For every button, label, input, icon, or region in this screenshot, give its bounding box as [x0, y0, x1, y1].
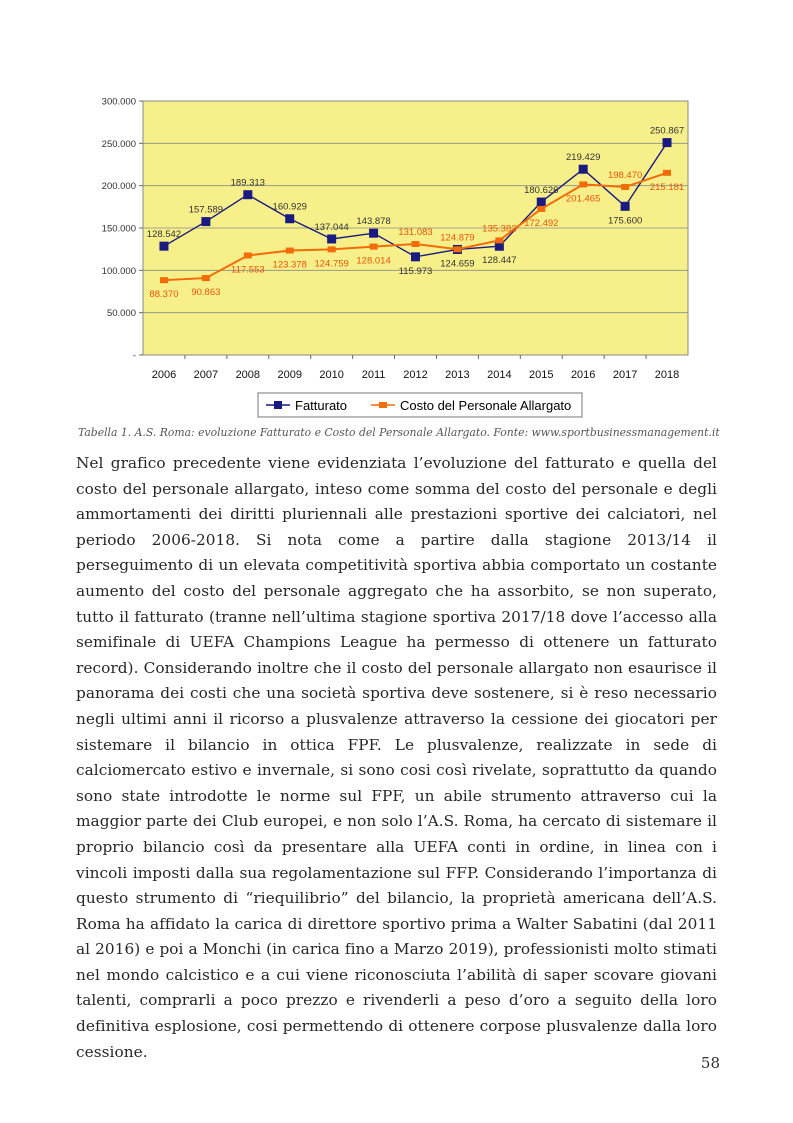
point-fatturato: [327, 234, 336, 243]
data-label-costo: 124.759: [314, 258, 349, 270]
point-fatturato: [663, 138, 672, 147]
point-costo: [621, 184, 629, 190]
revenue-cost-chart: [78, 86, 708, 426]
point-fatturato: [285, 214, 294, 223]
x-tick-label: 2017: [612, 369, 638, 381]
point-costo: [453, 246, 461, 252]
figure-caption: Tabella 1. A.S. Roma: evoluzione Fatturato e Costo del Personale Allargato. Fonte: www.sportbusinessmanagement.it: [78, 426, 720, 439]
data-label-fatturato: 157.589: [188, 204, 224, 216]
data-label-fatturato: 128.542: [146, 229, 182, 241]
data-label-fatturato: 219.429: [566, 152, 601, 164]
x-axis: [152, 355, 680, 381]
point-costo: [160, 277, 168, 283]
legend: [258, 393, 582, 417]
x-tick-label: 2007: [193, 369, 219, 381]
point-fatturato: [537, 198, 546, 207]
y-tick-label: 100.000: [101, 265, 136, 277]
data-label-fatturato: 124.659: [440, 258, 475, 270]
data-label-costo: 135.382: [482, 223, 517, 235]
data-label-costo: 131.083: [398, 227, 433, 239]
y-tick-label: 150.000: [101, 223, 136, 235]
data-label-fatturato: 250.867: [649, 125, 685, 137]
y-axis: [102, 97, 143, 362]
data-label-costo: 172.492: [524, 217, 559, 229]
x-tick-label: 2015: [529, 369, 554, 381]
data-label-costo: 124.879: [440, 232, 475, 244]
x-tick-label: 2014: [487, 369, 512, 381]
x-tick-label: 2006: [151, 369, 177, 381]
body-paragraph: Nel grafico precedente viene evidenziata l’evoluzione del fatturato e quella del costo del personale allargato, inteso come somma del costo del personale e degli ammortamenti dei diritti pluriennali alle prestazioni sportive dei calciatori, nel periodo 2006-2018. Si nota come a partire dalla stagione 2013/14 il perseguimento di un elevata competitività sportiva abbia comportato un costante aumento del costo del personale aggregato che ha assorbito, se non superato, tutto il fatturato (tranne nell’ultima stagione sportiva 2017/18 dove l’accesso alla semifinale di UEFA Champions League ha permesso di ottenere un fatturato record). Considerando inoltre che il costo del personale allargato non esaurisce il panorama dei costi che una società sportiva deve sostenere, si è reso necessario negli ultimi anni il ricorso a plusvalenze attraverso la cessione dei giocatori per sistemare il bilancio in ottica FPF. Le plusvalenze, realizzate in sede di calciomercato estivo e invernale, si sono cosi così rivelate, soprattutto da quando sono state introdotte le norme sul FPF, un abile strumento attraverso cui la maggior parte dei Club europei, e non solo l’A.S. Roma, ha cercato di sistemare il proprio bilancio così da presentare alla UEFA conti in ordine, in linea con i vincoli imposti dalla sua regolamentazione sul FFP. Considerando l’importanza di questo strumento di “riequilibrio” del bilancio, la proprietà americana dell’A.S. Roma ha affidato la carica di direttore sportivo prima a Walter Sabatini (dal 2011 al 2016) e poi a Monchi (in carica fino a Marzo 2019), professionisti molto stimati nel mondo calcistico e a cui viene riconosciuta l’abilità di saper scovare giovani talenti, comprarli a poco prezzo e rivenderli a peso d’oro a seguito della loro definitiva esplosione, cosi permettendo di ottenere corpose plusvalenze dalla loro cessione.: [76, 454, 717, 1061]
point-costo: [286, 248, 294, 254]
data-label-costo: 117.553: [230, 264, 265, 276]
legend-label-costo: Costo del Personale Allargato: [400, 398, 572, 413]
point-costo: [412, 241, 420, 247]
point-fatturato: [201, 217, 210, 226]
data-label-costo: 90.863: [191, 287, 221, 299]
point-costo: [370, 244, 378, 250]
page-number: 58: [700, 1054, 720, 1072]
x-tick-label: 2011: [361, 369, 386, 381]
point-fatturato: [159, 242, 168, 251]
point-fatturato: [621, 202, 630, 211]
point-costo: [537, 206, 545, 212]
y-tick-label: 300.000: [101, 96, 136, 108]
point-fatturato: [243, 190, 252, 199]
data-label-fatturato: 115.973: [398, 265, 433, 277]
data-label-fatturato: 137.044: [314, 221, 349, 233]
data-label-fatturato: 180.626: [524, 185, 559, 197]
x-tick-label: 2010: [319, 369, 344, 381]
point-costo: [663, 170, 671, 176]
legend-label-fatturato: Fatturato: [295, 398, 348, 413]
y-tick-label: 250.000: [101, 138, 136, 150]
x-tick-label: 2016: [570, 369, 596, 381]
point-costo: [328, 246, 336, 252]
x-tick-label: 2009: [277, 369, 302, 381]
x-tick-label: 2012: [403, 369, 428, 381]
point-costo: [579, 181, 587, 187]
data-label-fatturato: 160.929: [272, 201, 307, 213]
y-tick-label: 200.000: [101, 181, 136, 193]
point-fatturato: [579, 165, 588, 174]
legend-marker-costo: [379, 402, 387, 408]
data-label-fatturato: 175.600: [607, 215, 643, 227]
point-costo: [244, 252, 252, 258]
x-tick-label: 2008: [235, 369, 261, 381]
x-tick-label: 2018: [654, 369, 680, 381]
point-fatturato: [369, 229, 378, 238]
data-label-costo: 215.181: [649, 181, 685, 193]
data-label-costo: 201.465: [566, 193, 601, 205]
legend-marker-fatturato: [274, 401, 282, 409]
y-tick-label: -: [132, 350, 136, 362]
data-label-costo: 123.378: [272, 259, 307, 271]
x-tick-label: 2013: [445, 369, 470, 381]
data-label-fatturato: 189.313: [230, 177, 265, 189]
point-fatturato: [411, 252, 420, 261]
point-costo: [495, 237, 503, 243]
data-label-costo: 198.470: [607, 169, 643, 181]
data-label-costo: 128.014: [356, 255, 391, 267]
data-label-fatturato: 128.447: [482, 255, 517, 267]
data-label-costo: 88.370: [149, 289, 179, 301]
point-costo: [202, 275, 210, 281]
y-tick-label: 50.000: [106, 308, 136, 320]
data-label-fatturato: 143.878: [356, 216, 391, 228]
